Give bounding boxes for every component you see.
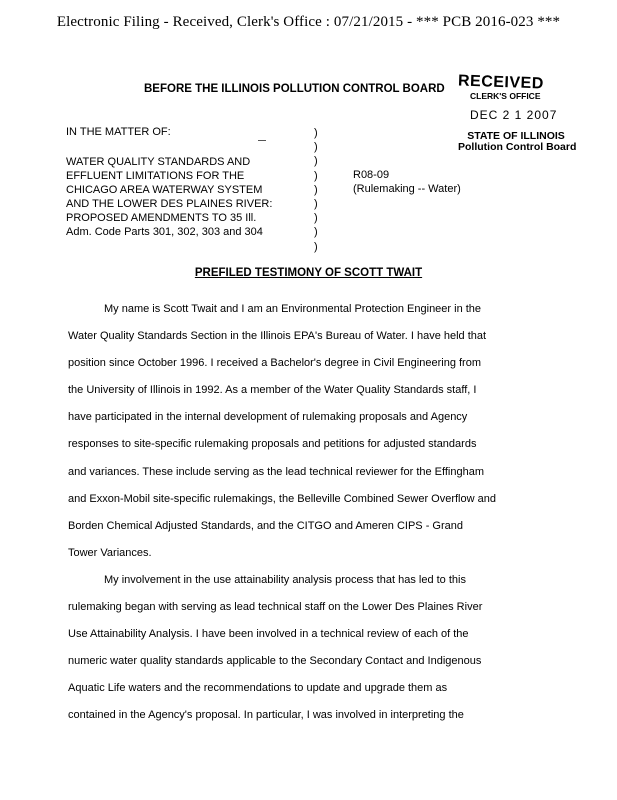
testimony-title: PREFILED TESTIMONY OF SCOTT TWAIT [194, 267, 423, 279]
stamp-received: RECEIVED [457, 72, 545, 93]
paren: ) [314, 226, 318, 239]
docket-number: R08-09 [353, 169, 390, 181]
paren: ) [314, 183, 318, 196]
stamp-state [458, 130, 577, 153]
paragraph-1-line: the University of Illinois in 1992. As a member of the Water Quality Standards staff, I [68, 384, 477, 397]
caption-line: CHICAGO AREA WATERWAY SYSTEM [66, 184, 263, 196]
caption-line: EFFLUENT LIMITATIONS FOR THE [66, 170, 245, 182]
paragraph-1-line: Tower Variances. [68, 546, 152, 559]
board-title: BEFORE THE ILLINOIS POLLUTION CONTROL BOARD [144, 83, 445, 95]
caption-line: AND THE LOWER DES PLAINES RIVER: [66, 198, 273, 210]
paragraph-2-line: contained in the Agency's proposal. In particular, I was involved in interpreting the [68, 709, 464, 722]
case-caption [66, 155, 272, 239]
matter-label: IN THE MATTER OF: [66, 126, 171, 138]
paragraph-1-line: position since October 1996. I received a Bachelor's degree in Civil Engineering from [68, 357, 481, 370]
stamp-date: DEC 2 1 2007 [470, 108, 558, 122]
efiling-header: Electronic Filing - Received, Clerk's Office : 07/21/2015 - *** PCB 2016-023 *** [56, 14, 561, 30]
paragraph-1-line: Borden Chemical Adjusted Standards, and the CITGO and Ameren CIPS - Grand [68, 519, 463, 532]
stamp-clerk-office: CLERK'S OFFICE [470, 91, 541, 101]
caption-line: PROPOSED AMENDMENTS TO 35 Ill. [66, 212, 257, 224]
paren: ) [314, 127, 318, 139]
paragraph-2-line: Aquatic Life waters and the recommendations to update and upgrade them as [68, 682, 448, 695]
paren: ) [314, 240, 318, 253]
paragraph-1-line: and Exxon-Mobil site-specific rulemakings, the Belleville Combined Sewer Overflow and [68, 492, 496, 505]
paren: ) [314, 169, 318, 182]
paragraph-2-line: My involvement in the use attainability analysis process that has led to this [104, 573, 466, 586]
stamp-state-name: STATE OF ILLINOIS [467, 130, 565, 142]
caption-dash [258, 140, 266, 141]
caption-line: WATER QUALITY STANDARDS AND [66, 156, 251, 168]
paragraph-2-line: numeric water quality standards applicable to the Secondary Contact and Indigenous [68, 655, 482, 668]
paragraph-1-line: have participated in the internal development of rulemaking proposals and Agency [68, 411, 468, 424]
paren: ) [314, 212, 318, 225]
paragraph-1-line: My name is Scott Twait and I am an Environmental Protection Engineer in the [104, 303, 482, 315]
paragraph-1-line: Water Quality Standards Section in the Illinois EPA's Bureau of Water. I have held that [68, 330, 487, 343]
caption-parentheses [314, 126, 318, 254]
paragraph-2-line: Use Attainability Analysis. I have been involved in a technical review of each of the [68, 628, 469, 641]
stamp-board-name: Pollution Control Board [458, 141, 577, 153]
paragraph-2-line: rulemaking began with serving as lead technical staff on the Lower Des Plaines River [68, 601, 483, 614]
paren: ) [314, 198, 318, 211]
paragraph-1-line: responses to site-specific rulemaking proposals and petitions for adjusted standards [68, 438, 477, 451]
paragraph-1-line: and variances. These include serving as the lead technical reviewer for the Effingham [68, 465, 484, 478]
testimony-body [68, 296, 496, 730]
paren: ) [314, 155, 318, 168]
caption-line: Adm. Code Parts 301, 302, 303 and 304 [66, 226, 263, 238]
paren: ) [314, 141, 318, 154]
docket-type: (Rulemaking -- Water) [353, 183, 461, 195]
